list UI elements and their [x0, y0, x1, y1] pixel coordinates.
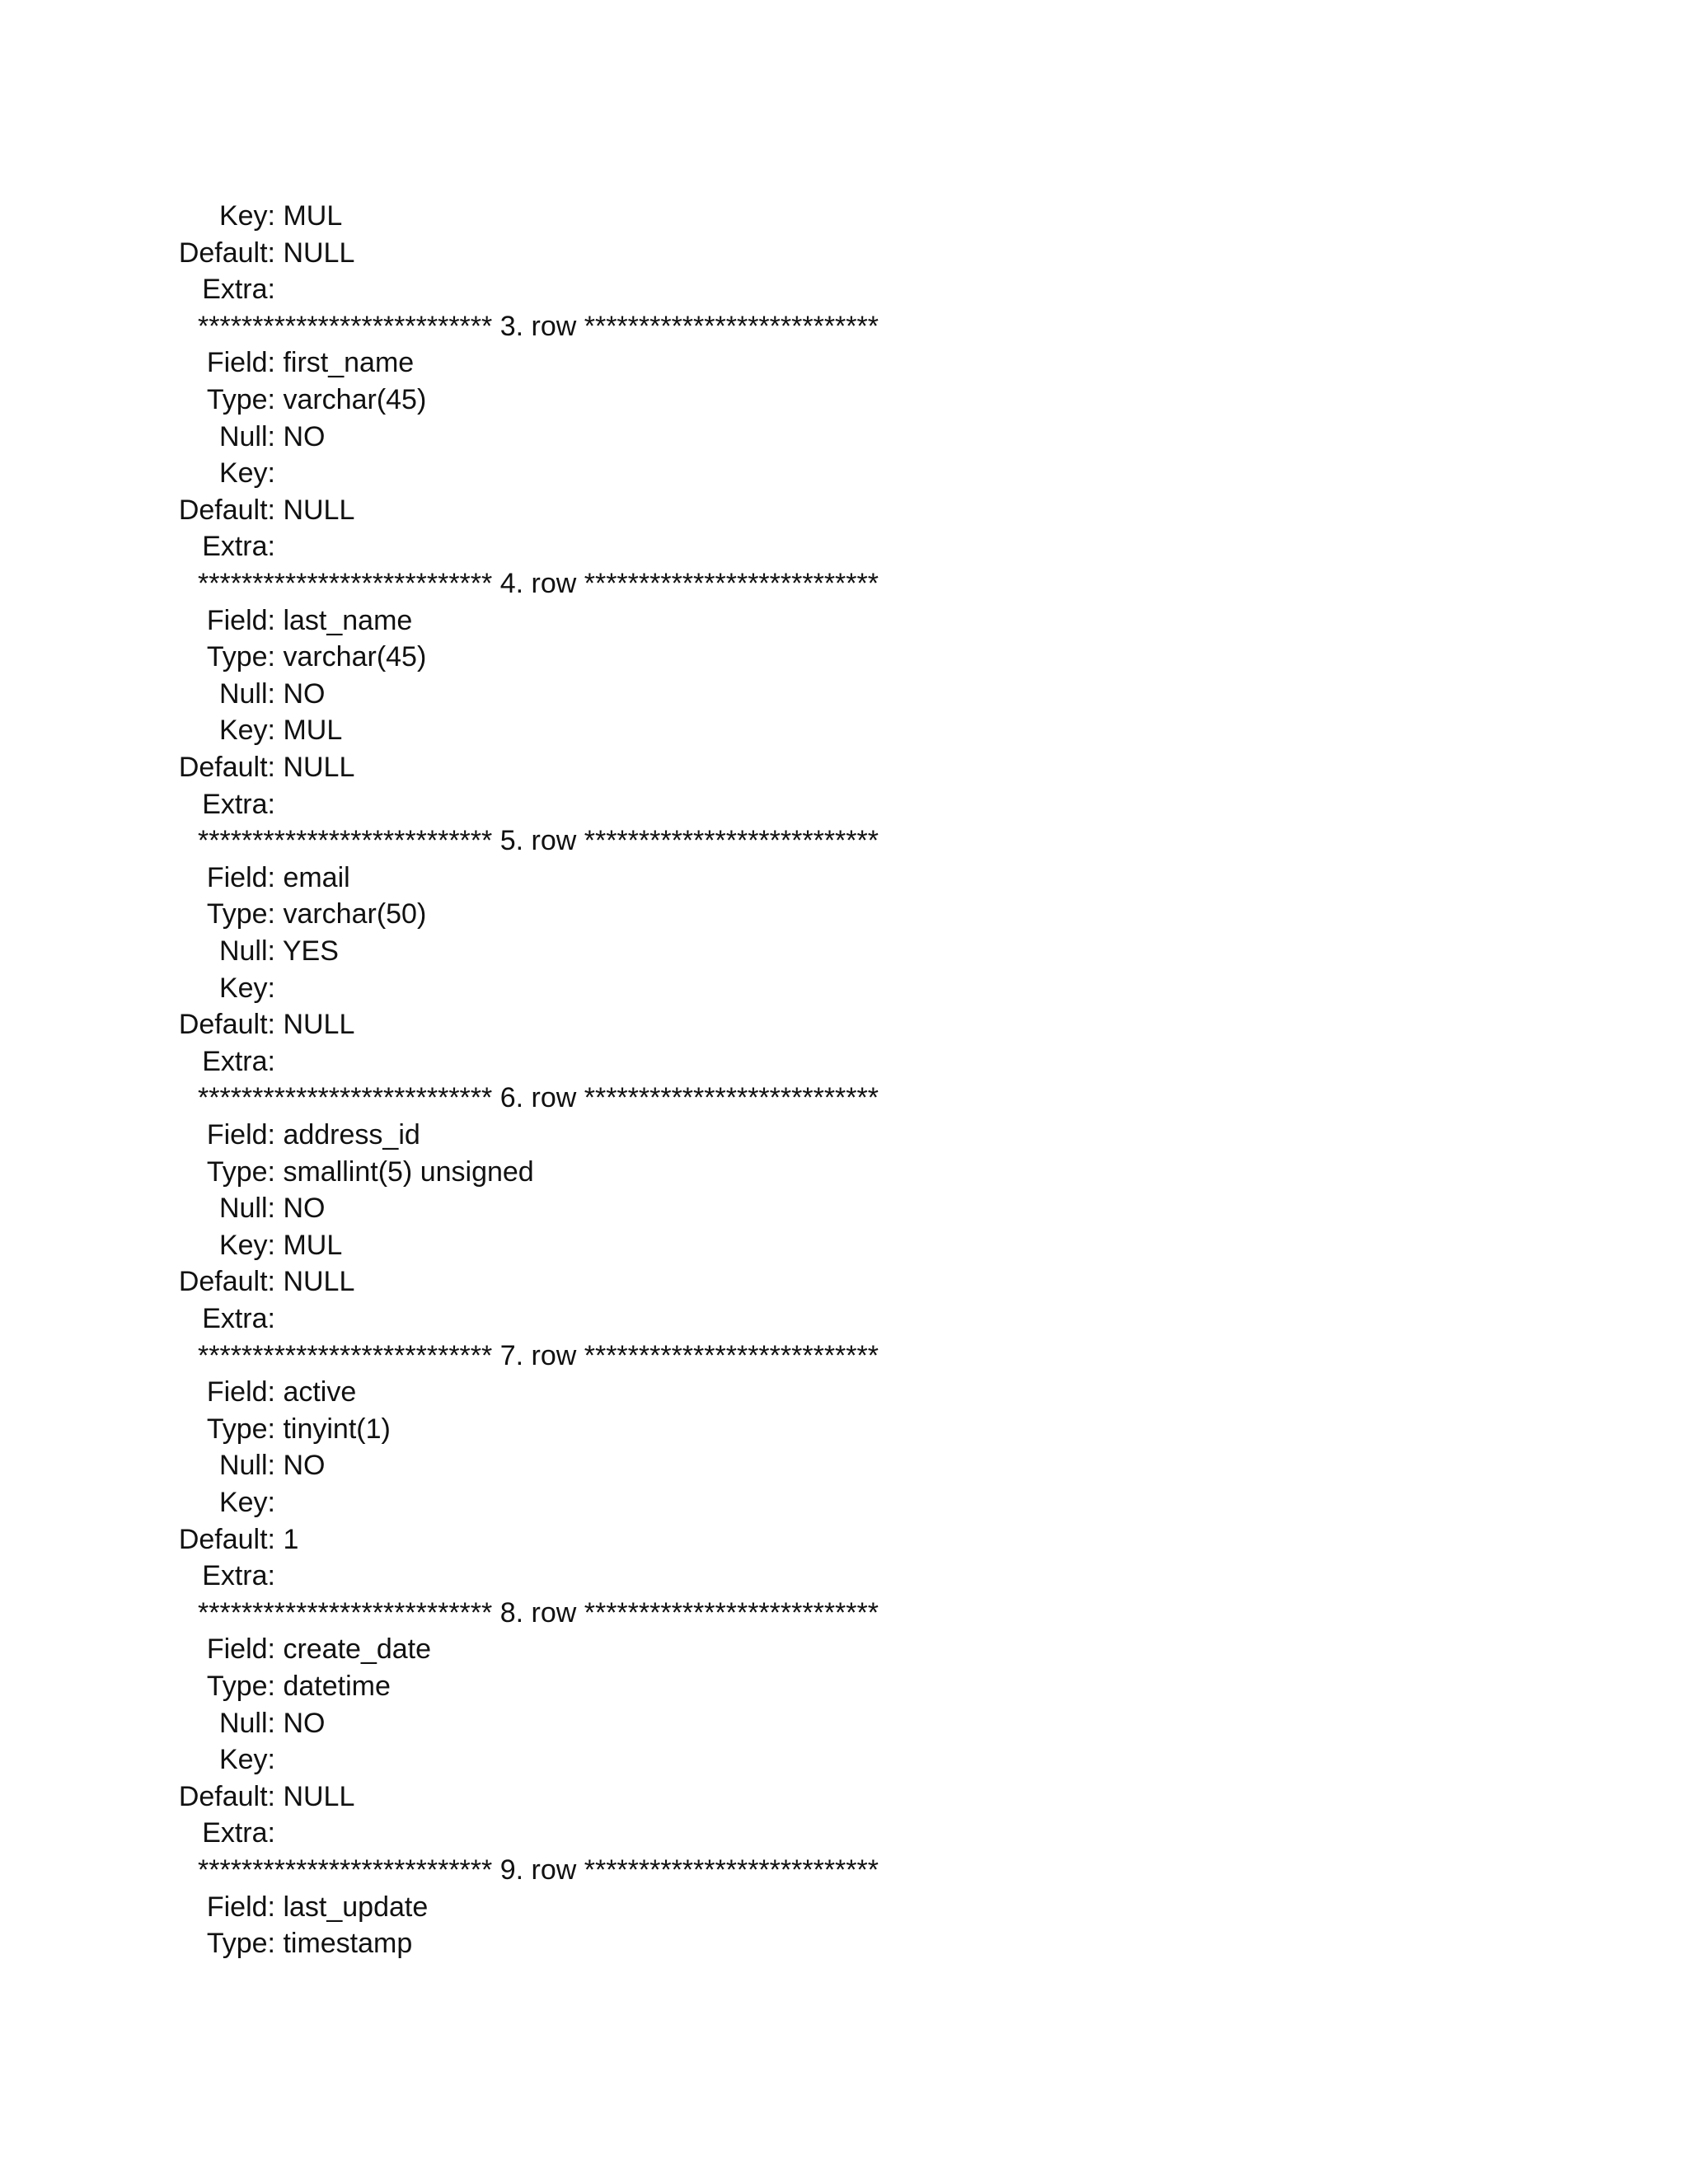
- field-value: varchar(50): [283, 898, 427, 930]
- field-line: [207, 1154, 534, 1190]
- field-key: Field:: [206, 1633, 275, 1666]
- field-line: [202, 271, 283, 307]
- field-line: [207, 344, 414, 381]
- field-key: Key:: [218, 457, 275, 490]
- field-key: Type:: [206, 1671, 275, 1702]
- field-key: Field:: [206, 1119, 275, 1151]
- field-key: Type:: [206, 1155, 275, 1188]
- field-value: NO: [283, 420, 326, 452]
- field-value: NULL: [283, 494, 355, 526]
- field-value: NO: [283, 1450, 326, 1482]
- field-line: [219, 1484, 284, 1521]
- field-key: Null:: [218, 1450, 275, 1482]
- field-line: [207, 1411, 391, 1447]
- field-value: NULL: [283, 1780, 355, 1812]
- field-key: Null:: [218, 935, 275, 967]
- field-key: Extra:: [202, 274, 275, 306]
- field-line: [207, 382, 426, 418]
- field-value: NULL: [283, 752, 355, 783]
- field-key: Type:: [206, 641, 275, 673]
- field-value: active: [283, 1376, 357, 1408]
- field-key: Type:: [206, 1413, 275, 1445]
- row-separator: *************************** 7. row ***************************: [198, 1339, 879, 1371]
- field-key: Type:: [206, 898, 275, 930]
- field-line: [202, 1301, 283, 1337]
- field-key: Key:: [218, 1487, 275, 1518]
- field-line: [179, 492, 355, 528]
- row-separator: *************************** 5. row ***************************: [198, 825, 879, 857]
- field-value: email: [283, 861, 350, 893]
- field-key: Field:: [206, 1376, 275, 1408]
- field-key: Null:: [218, 1193, 275, 1225]
- field-value: YES: [282, 935, 339, 967]
- field-key: Extra:: [202, 788, 275, 820]
- row-separator: *************************** 6. row ***************************: [198, 1082, 879, 1114]
- field-line: [219, 1741, 284, 1778]
- field-value: varchar(45): [283, 641, 427, 673]
- field-line: [207, 1631, 431, 1667]
- field-value: last_name: [283, 604, 413, 636]
- field-line: [207, 1925, 412, 1961]
- row-separator: *************************** 3. row ***************************: [198, 310, 879, 342]
- field-key: Default:: [178, 494, 275, 526]
- row-separator: *************************** 4. row ***************************: [198, 568, 879, 599]
- field-value: tinyint(1): [283, 1413, 391, 1445]
- field-key: Default:: [178, 1009, 275, 1041]
- field-value: NULL: [283, 237, 355, 269]
- field-value: MUL: [283, 200, 343, 232]
- field-line: [219, 970, 284, 1006]
- field-line: [207, 1668, 391, 1704]
- field-line: [179, 1006, 355, 1043]
- field-line: [202, 786, 283, 823]
- field-line: [219, 198, 342, 234]
- field-line: [219, 1190, 325, 1226]
- field-value: smallint(5) unsigned: [283, 1155, 534, 1188]
- field-value: MUL: [283, 1229, 343, 1261]
- field-key: Null:: [218, 1707, 275, 1739]
- field-line: [207, 602, 412, 639]
- field-line: [207, 1374, 356, 1410]
- field-value: varchar(45): [283, 384, 427, 415]
- field-value: address_id: [283, 1119, 420, 1151]
- field-line: [207, 896, 426, 932]
- field-line: [219, 419, 325, 455]
- field-line: [179, 749, 355, 785]
- field-key: Extra:: [202, 531, 275, 563]
- field-key: Key:: [218, 200, 275, 232]
- field-key: Default:: [178, 237, 275, 269]
- field-key: Default:: [178, 1780, 275, 1812]
- row-separator: *************************** 8. row ***************************: [198, 1596, 879, 1629]
- field-key: Key:: [218, 715, 275, 747]
- field-key: Null:: [218, 677, 275, 710]
- field-value: NULL: [283, 1009, 355, 1041]
- field-key: Extra:: [202, 1045, 275, 1077]
- field-line: [202, 1558, 283, 1594]
- field-value: NO: [283, 677, 326, 710]
- field-key: Field:: [206, 347, 275, 379]
- field-key: Field:: [206, 861, 275, 893]
- field-key: Extra:: [202, 1303, 275, 1334]
- field-key: Extra:: [202, 1817, 275, 1849]
- field-line: [179, 1779, 355, 1815]
- field-key: Type:: [206, 1928, 275, 1960]
- field-line: [179, 1521, 299, 1558]
- field-key: Null:: [218, 420, 275, 452]
- field-line: [219, 676, 325, 712]
- field-key: Field:: [206, 1891, 275, 1923]
- field-key: Extra:: [202, 1560, 275, 1592]
- field-line: [219, 712, 342, 748]
- field-line: [207, 639, 426, 675]
- field-line: [219, 933, 339, 969]
- field-value: NO: [283, 1193, 326, 1225]
- field-value: create_date: [283, 1633, 432, 1666]
- field-line: [207, 1117, 420, 1153]
- row-separator: *************************** 9. row ***************************: [198, 1854, 879, 1886]
- field-line: [207, 1889, 428, 1925]
- field-key: Default:: [178, 1266, 275, 1298]
- field-line: [202, 1043, 283, 1080]
- field-key: Default:: [178, 752, 275, 783]
- field-line: [202, 528, 283, 565]
- field-line: [219, 455, 284, 491]
- field-line: [219, 1227, 342, 1263]
- field-key: Key:: [218, 1229, 275, 1261]
- field-value: NULL: [283, 1266, 355, 1298]
- field-value: MUL: [283, 715, 343, 747]
- field-value: datetime: [283, 1671, 391, 1702]
- field-value: NO: [283, 1707, 326, 1739]
- field-line: [202, 1815, 283, 1851]
- field-line: [207, 860, 350, 896]
- field-key: Key:: [218, 972, 275, 1004]
- field-key: Field:: [206, 604, 275, 636]
- field-key: Default:: [178, 1523, 275, 1555]
- field-line: [179, 1263, 355, 1300]
- field-key: Type:: [206, 384, 275, 415]
- field-value: 1: [283, 1523, 299, 1555]
- field-value: last_update: [283, 1891, 429, 1923]
- field-value: timestamp: [283, 1928, 413, 1960]
- field-key: Key:: [218, 1744, 275, 1776]
- field-value: first_name: [283, 347, 415, 379]
- field-line: [179, 235, 355, 271]
- field-line: [219, 1705, 325, 1741]
- field-line: [219, 1447, 325, 1483]
